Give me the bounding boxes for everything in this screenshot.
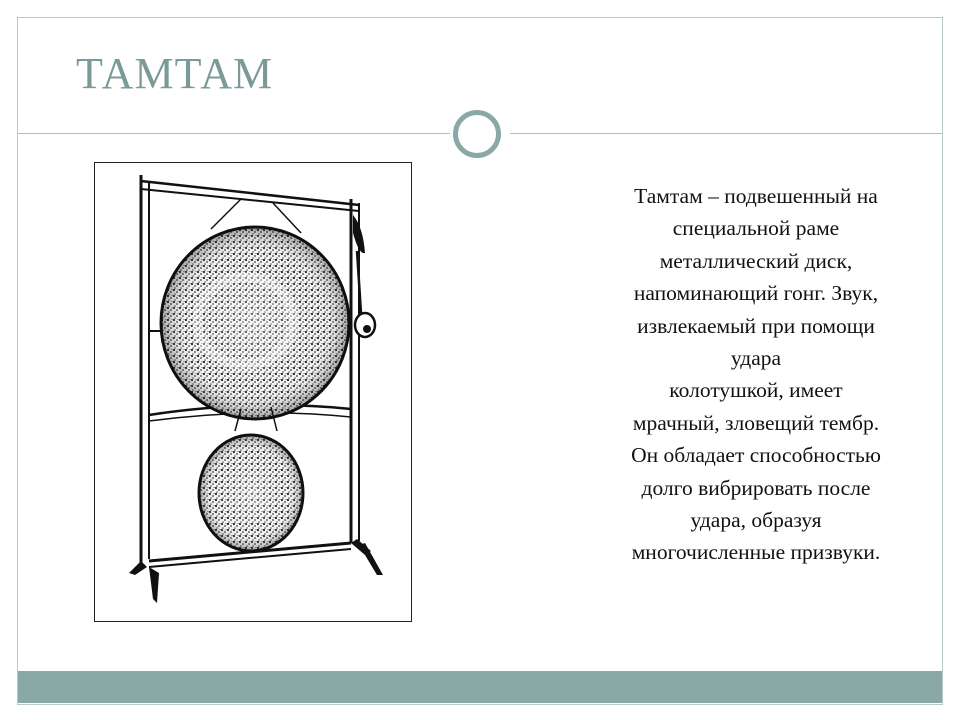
slide-title: ТАМТАМ	[76, 49, 274, 98]
circle-ornament	[453, 110, 501, 158]
tamtam-illustration	[94, 162, 412, 622]
title-divider-right	[510, 133, 942, 134]
title-divider-left	[18, 133, 450, 134]
footer-bar	[18, 671, 942, 703]
slide-body-text: Тамтам – подвешенный на специальной раме металлический диск, напоминающий гонг. Звук, извлекаемый при помощи удара колотушкой, имеет мрачный, зловещий тембр. Он обладает способностью долго вибрировать после удара, образуя многочисленные призвуки.	[631, 184, 881, 565]
tamtam-drawing	[95, 163, 411, 621]
